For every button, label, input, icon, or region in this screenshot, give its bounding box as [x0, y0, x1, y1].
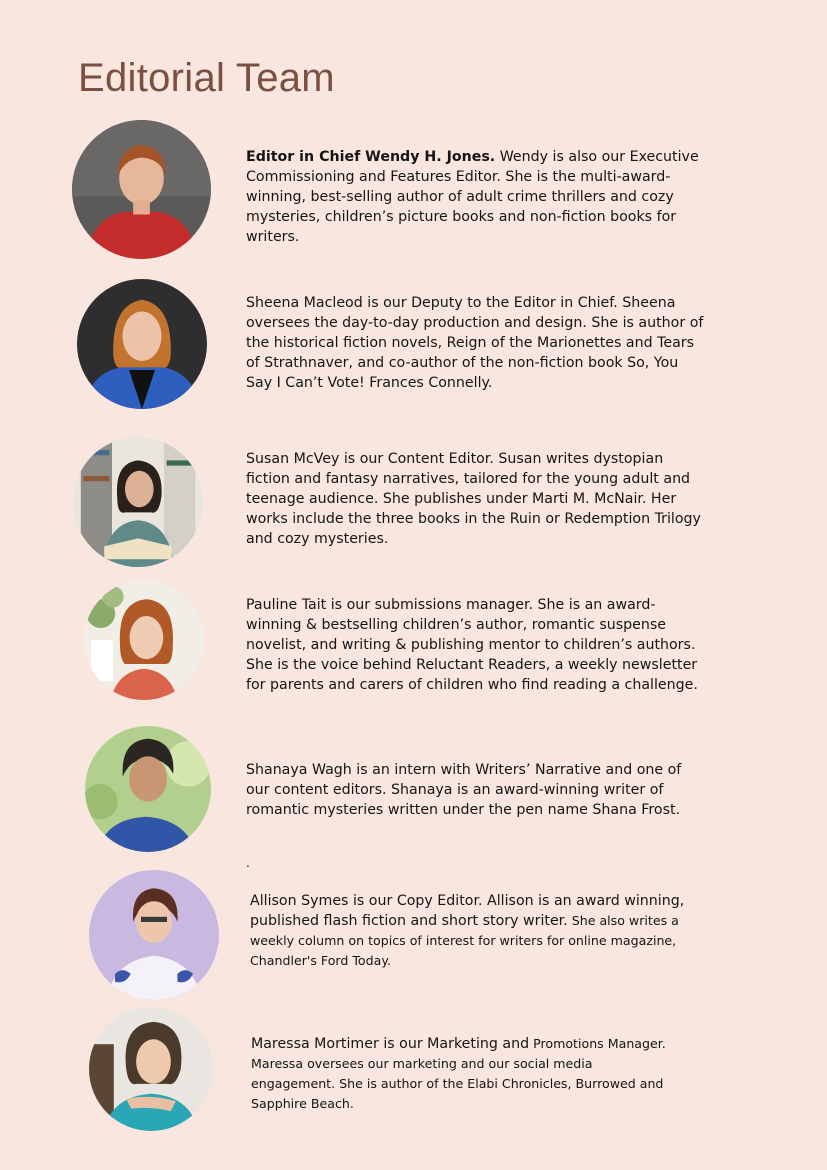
bio-text: Maressa Mortimer is our Marketing and: [251, 1036, 530, 1052]
bio-maressa-mortimer: [251, 1034, 671, 1114]
portrait-susan-mcvey: [73, 437, 203, 567]
portrait-pauline-tait: [84, 580, 204, 700]
bio-sheena-macleod: Sheena Macleod is our Deputy to the Editor in Chief. Sheena oversees the day-to-day production and design. She is author of the historical fiction novels, Reign of the Marionettes and Tears of Strathnaver, and co-author of the non-fiction book So, You Say I Can’t Vote! Frances Connelly.: [246, 295, 704, 391]
portrait-allison-symes: [89, 870, 219, 1000]
stray-period: .: [246, 856, 250, 870]
bio-text: Allison Symes is our Copy Editor. Allison is an award winning, published flash fiction and short story writer.: [250, 893, 685, 929]
bio-allison-symes: [250, 891, 690, 971]
page-title: Editorial Team: [78, 56, 335, 100]
bio-text: Wendy is also our Executive Commissioning and Features Editor. She is the multi-award-winning, best-selling author of adult crime thrillers and cozy mysteries, children’s picture books and non-fiction books for writers.: [246, 149, 699, 245]
bio-shanaya-wagh: Shanaya Wagh is an intern with Writers’ Narrative and one of our content editors. Shanaya is an award-winning writer of romantic mysteries written under the pen name Shana Frost.: [246, 762, 682, 818]
bio-pauline-tait: Pauline Tait is our submissions manager. She is an award-winning & bestselling children’s author, romantic suspense novelist, and writing & publishing mentor to children’s authors. She is the voice behind Reluctant Readers, a weekly newsletter for parents and carers of children who find reading a challenge.: [246, 597, 698, 693]
portrait-sheena-macleod: [77, 279, 207, 409]
bio-text-small: Promotions Manager. Maressa oversees our marketing and our social media engagement. She is author of the Elabi Chronicles, Burrowed and Sapphire Beach.: [251, 1036, 666, 1111]
bio-lead: Editor in Chief Wendy H. Jones.: [246, 149, 496, 165]
portrait-wendy-jones: [72, 120, 211, 259]
portrait-shanaya-wagh: [85, 726, 211, 852]
bio-susan-mcvey: Susan McVey is our Content Editor. Susan writes dystopian fiction and fantasy narratives, tailored for the young adult and teenage audience. She publishes under Marti M. McNair. Her works include the three books in the Ruin or Redemption Trilogy and cozy mysteries.: [246, 451, 701, 547]
bio-text-small: She also writes a weekly column on topics of interest for writers for online magazine, Chandler's Ford Today.: [250, 913, 679, 968]
portrait-maressa-mortimer: [89, 1007, 213, 1131]
bio-wendy-jones: [246, 147, 706, 247]
